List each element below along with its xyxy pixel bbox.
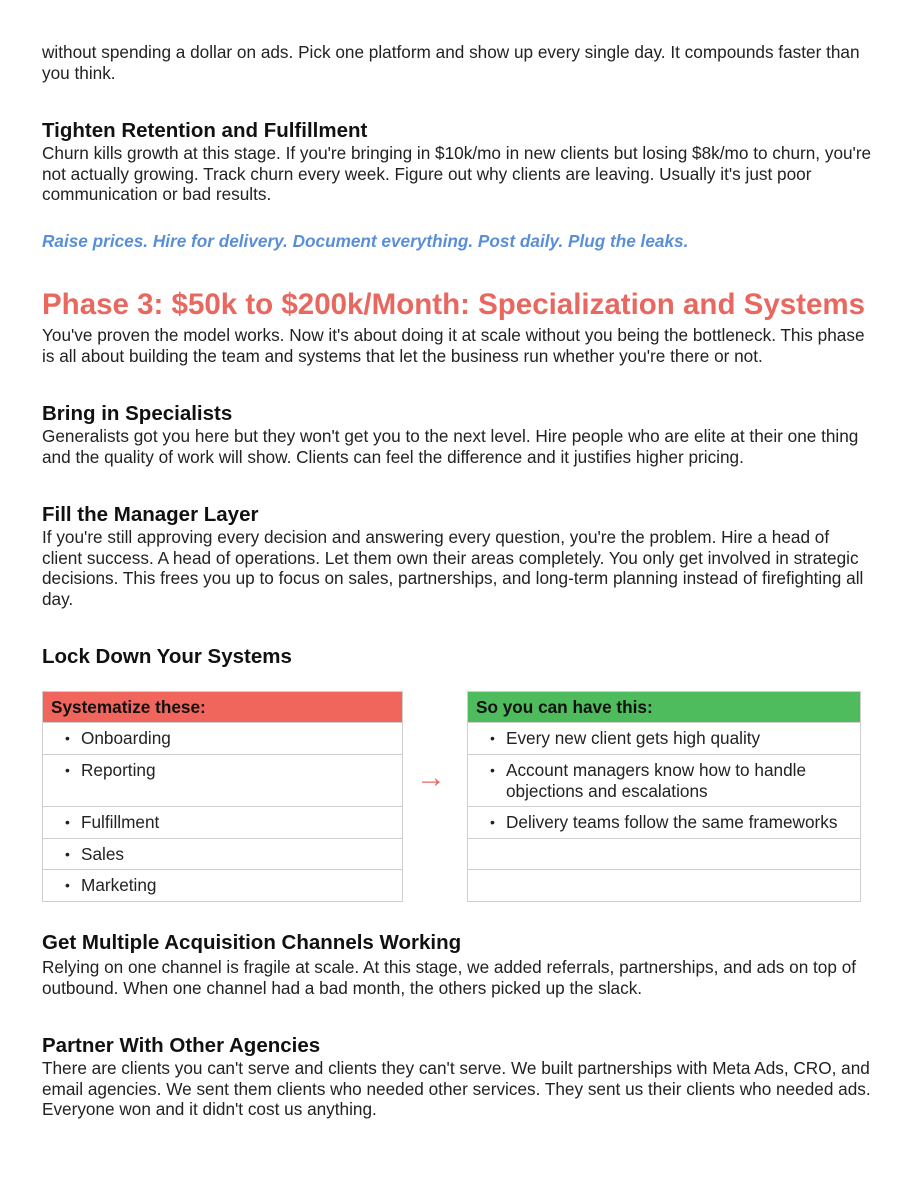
- outcomes-row-empty: [468, 839, 860, 870]
- systematize-header: Systematize these:: [43, 692, 402, 723]
- bullet-icon: •: [490, 762, 495, 778]
- systematize-item: Onboarding: [81, 728, 171, 748]
- manager-layer-heading: Fill the Manager Layer: [42, 503, 259, 526]
- systems-comparison: [42, 691, 872, 901]
- phase3-intro: You've proven the model works. Now it's about doing it at scale without you being the bottleneck. This phase is all about building the team and systems that let the business run whether you're there or not.: [42, 325, 865, 366]
- systematize-row: [43, 870, 402, 901]
- outcomes-item: Every new client gets high quality: [506, 728, 761, 748]
- systematize-row: [43, 807, 402, 839]
- specialists-body: Generalists got you here but they won't get you to the next level. Hire people who are elite at their one thing and the quality of work will show. Clients can feel the difference and it justifies higher pricing.: [42, 426, 859, 467]
- phase3-title: Phase 3: $50k to $200k/Month: Specialization and Systems: [42, 288, 866, 321]
- retention-heading: Tighten Retention and Fulfillment: [42, 119, 368, 142]
- bullet-icon: •: [65, 730, 70, 746]
- intro-continuation-text: without spending a dollar on ads. Pick one platform and show up every single day. It compounds faster than you think.: [42, 42, 860, 83]
- document-page: [42, 42, 872, 1120]
- systematize-item: Reporting: [81, 760, 156, 780]
- channels-heading: Get Multiple Acquisition Channels Working: [42, 931, 462, 954]
- systematize-item: Sales: [81, 844, 124, 864]
- systematize-row: [43, 755, 402, 807]
- outcomes-row: [468, 755, 860, 807]
- bullet-icon: •: [65, 762, 70, 778]
- systematize-item: Marketing: [81, 875, 157, 895]
- agencies-heading: Partner With Other Agencies: [42, 1034, 321, 1057]
- systematize-item: Fulfillment: [81, 812, 160, 832]
- outcomes-table: [467, 691, 861, 902]
- outcomes-row: [468, 723, 860, 755]
- agencies-body: There are clients you can't serve and clients they can't serve. We built partnerships with Meta Ads, CRO, and email agencies. We sent them clients who needed other services. They sent us their clients who needed ads. Everyone won and it didn't cost us anything.: [42, 1058, 871, 1119]
- systems-heading: Lock Down Your Systems: [42, 645, 292, 668]
- outcomes-row-empty: [468, 870, 860, 901]
- bullet-icon: •: [490, 814, 495, 830]
- bullet-icon: •: [65, 877, 70, 893]
- systematize-row: [43, 839, 402, 870]
- outcomes-row: [468, 807, 860, 839]
- systematize-table: [42, 691, 403, 902]
- bullet-icon: •: [490, 730, 495, 746]
- phase2-tagline: Raise prices. Hire for delivery. Document everything. Post daily. Plug the leaks.: [42, 230, 689, 251]
- manager-layer-body: If you're still approving every decision and answering every question, you're the problem. Hire a head of client success. A head of operations. Let them own their areas completely. You only get involved in strategic decisions. This frees you up to focus on sales, partnerships, and long-term planning instead of firefighting all day.: [42, 527, 864, 609]
- right-arrow-icon: →: [416, 761, 446, 794]
- specialists-heading: Bring in Specialists: [42, 402, 233, 425]
- channels-body: Relying on one channel is fragile at scale. At this stage, we added referrals, partnerships, and ads on top of outbound. When one channel had a bad month, the others picked up the slack.: [42, 957, 857, 998]
- retention-body: Churn kills growth at this stage. If you're bringing in $10k/mo in new clients but losing $8k/mo to churn, you're not actually growing. Track churn every week. Figure out why clients are leaving. Usually it's just poor communication or bad results.: [42, 143, 872, 204]
- outcomes-item: Delivery teams follow the same frameworks: [506, 812, 838, 832]
- outcomes-header: So you can have this:: [468, 692, 860, 723]
- systematize-row: [43, 723, 402, 755]
- outcomes-item: Account managers know how to handle objections and escalations: [506, 760, 807, 801]
- bullet-icon: •: [65, 846, 70, 862]
- bullet-icon: •: [65, 814, 70, 830]
